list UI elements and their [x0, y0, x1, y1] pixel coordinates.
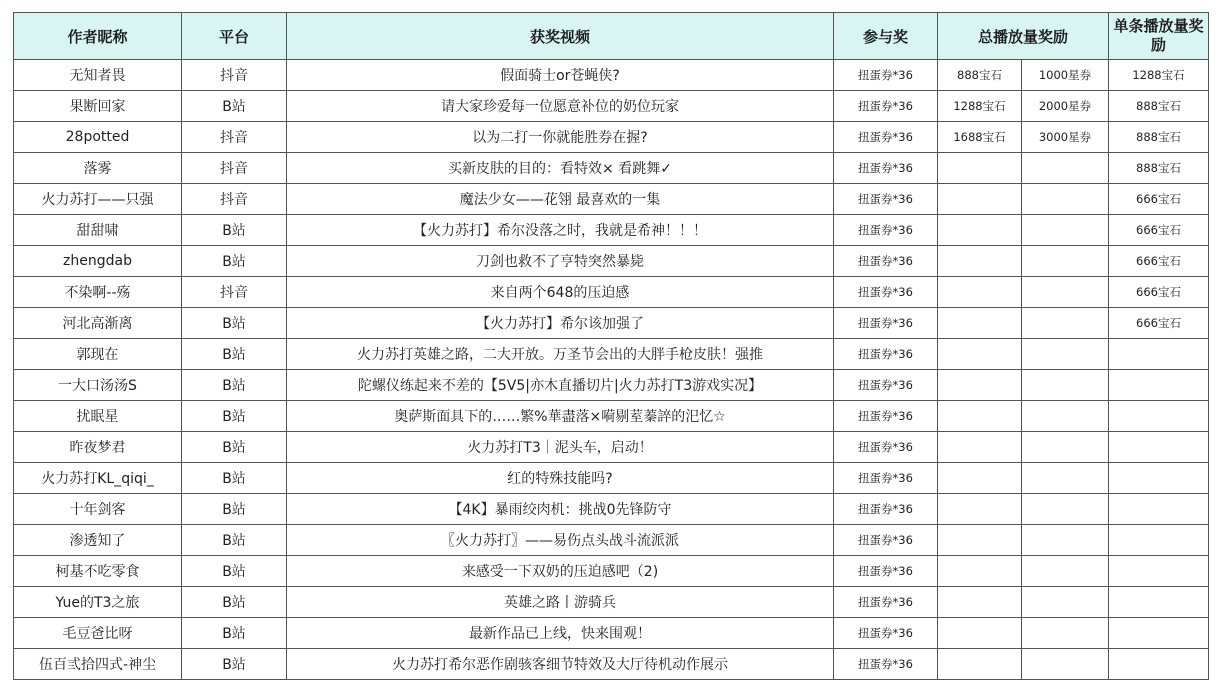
cell-author: 伍百弎拾四式-神尘 — [14, 649, 182, 680]
header-total-play: 总播放量奖励 — [938, 13, 1109, 60]
cell-platform: B站 — [182, 91, 287, 122]
cell-total-gem — [938, 556, 1022, 587]
cell-video: 【火力苏打】希尔没落之时，我就是希神！！！ — [287, 215, 834, 246]
cell-video: 请大家珍爱每一位愿意补位的奶位玩家 — [287, 91, 834, 122]
cell-total-gem — [938, 339, 1022, 370]
cell-platform: 抖音 — [182, 184, 287, 215]
cell-platform: B站 — [182, 618, 287, 649]
cell-author: 河北高渐离 — [14, 308, 182, 339]
cell-author: 郭现在 — [14, 339, 182, 370]
cell-author: 28potted — [14, 122, 182, 153]
cell-video: 奥萨斯面具下的……繁%華盡落×嗬剔荎蓁誶的汜忆☆ — [287, 401, 834, 432]
cell-single-play: 1288宝石 — [1109, 60, 1209, 91]
table-row — [14, 556, 1209, 587]
cell-author: Yue的T3之旅 — [14, 587, 182, 618]
table-row — [14, 215, 1209, 246]
cell-total-star: 1000星券 — [1022, 60, 1109, 91]
cell-total-star — [1022, 432, 1109, 463]
cell-single-play — [1109, 618, 1209, 649]
cell-platform: B站 — [182, 370, 287, 401]
cell-total-gem — [938, 432, 1022, 463]
cell-total-star — [1022, 308, 1109, 339]
table-row — [14, 401, 1209, 432]
award-table — [13, 12, 1209, 680]
cell-video: 魔法少女——花翎 最喜欢的一集 — [287, 184, 834, 215]
cell-video: 以为二打一你就能胜券在握? — [287, 122, 834, 153]
cell-single-play — [1109, 587, 1209, 618]
cell-video: 火力苏打T3｜泥头车，启动！ — [287, 432, 834, 463]
cell-platform: B站 — [182, 215, 287, 246]
cell-author: 不染啊--殇 — [14, 277, 182, 308]
cell-author: zhengdab — [14, 246, 182, 277]
cell-video: 来自两个648的压迫感 — [287, 277, 834, 308]
table-row — [14, 339, 1209, 370]
table-row — [14, 587, 1209, 618]
cell-single-play: 666宝石 — [1109, 246, 1209, 277]
cell-total-gem — [938, 587, 1022, 618]
cell-video: 火力苏打希尔恶作剧骇客细节特效及大厅待机动作展示 — [287, 649, 834, 680]
cell-video: 英雄之路丨游骑兵 — [287, 587, 834, 618]
cell-platform: B站 — [182, 649, 287, 680]
cell-single-play — [1109, 370, 1209, 401]
cell-single-play — [1109, 525, 1209, 556]
cell-platform: B站 — [182, 246, 287, 277]
cell-single-play: 888宝石 — [1109, 153, 1209, 184]
cell-total-gem — [938, 277, 1022, 308]
cell-single-play: 888宝石 — [1109, 91, 1209, 122]
cell-total-star — [1022, 401, 1109, 432]
cell-participation: 扭蛋券*36 — [834, 618, 938, 649]
cell-video: 【4K】暴雨绞肉机：挑战0先锋防守 — [287, 494, 834, 525]
cell-total-gem — [938, 525, 1022, 556]
table-row — [14, 122, 1209, 153]
cell-platform: B站 — [182, 432, 287, 463]
cell-platform: 抖音 — [182, 277, 287, 308]
cell-total-star: 3000星券 — [1022, 122, 1109, 153]
cell-total-gem — [938, 153, 1022, 184]
cell-platform: 抖音 — [182, 60, 287, 91]
cell-video: 火力苏打英雄之路，二大开放。万圣节会出的大胖手枪皮肤！强推 — [287, 339, 834, 370]
cell-total-star — [1022, 246, 1109, 277]
cell-platform: B站 — [182, 308, 287, 339]
cell-total-star — [1022, 215, 1109, 246]
cell-total-star — [1022, 494, 1109, 525]
cell-author: 扰眠星 — [14, 401, 182, 432]
cell-platform: B站 — [182, 587, 287, 618]
cell-total-star — [1022, 463, 1109, 494]
cell-participation: 扭蛋券*36 — [834, 153, 938, 184]
cell-video: 买新皮肤的目的：看特效× 看跳舞✓ — [287, 153, 834, 184]
cell-author: 毛豆爸比呀 — [14, 618, 182, 649]
cell-participation: 扭蛋券*36 — [834, 370, 938, 401]
cell-total-star — [1022, 277, 1109, 308]
cell-total-star — [1022, 618, 1109, 649]
cell-total-gem: 1288宝石 — [938, 91, 1022, 122]
table-row — [14, 246, 1209, 277]
cell-single-play — [1109, 401, 1209, 432]
cell-single-play — [1109, 649, 1209, 680]
cell-total-star — [1022, 556, 1109, 587]
cell-total-star — [1022, 525, 1109, 556]
cell-total-star — [1022, 370, 1109, 401]
cell-single-play: 888宝石 — [1109, 122, 1209, 153]
header-platform: 平台 — [182, 13, 287, 60]
cell-total-gem — [938, 370, 1022, 401]
cell-participation: 扭蛋券*36 — [834, 91, 938, 122]
cell-participation: 扭蛋券*36 — [834, 556, 938, 587]
cell-total-star — [1022, 339, 1109, 370]
cell-total-star: 2000星券 — [1022, 91, 1109, 122]
cell-participation: 扭蛋券*36 — [834, 525, 938, 556]
cell-total-gem: 1688宝石 — [938, 122, 1022, 153]
cell-participation: 扭蛋券*36 — [834, 184, 938, 215]
cell-total-star — [1022, 587, 1109, 618]
cell-total-gem: 888宝石 — [938, 60, 1022, 91]
cell-platform: B站 — [182, 463, 287, 494]
cell-author: 柯基不吃零食 — [14, 556, 182, 587]
cell-single-play: 666宝石 — [1109, 184, 1209, 215]
cell-participation: 扭蛋券*36 — [834, 587, 938, 618]
cell-single-play — [1109, 463, 1209, 494]
cell-total-gem — [938, 618, 1022, 649]
table-row — [14, 618, 1209, 649]
cell-author: 果断回家 — [14, 91, 182, 122]
cell-author: 十年剑客 — [14, 494, 182, 525]
cell-total-star — [1022, 649, 1109, 680]
table-row — [14, 308, 1209, 339]
table-row — [14, 60, 1209, 91]
table-row — [14, 91, 1209, 122]
cell-platform: 抖音 — [182, 122, 287, 153]
cell-single-play — [1109, 556, 1209, 587]
cell-total-gem — [938, 184, 1022, 215]
cell-platform: B站 — [182, 556, 287, 587]
cell-participation: 扭蛋券*36 — [834, 463, 938, 494]
award-table-container — [13, 12, 1209, 680]
cell-video: 红的特殊技能吗? — [287, 463, 834, 494]
cell-author: 渗透知了 — [14, 525, 182, 556]
header-participation: 参与奖 — [834, 13, 938, 60]
cell-single-play — [1109, 339, 1209, 370]
cell-author: 无知者畏 — [14, 60, 182, 91]
cell-platform: B站 — [182, 339, 287, 370]
table-row — [14, 432, 1209, 463]
cell-participation: 扭蛋券*36 — [834, 60, 938, 91]
cell-single-play: 666宝石 — [1109, 277, 1209, 308]
cell-platform: B站 — [182, 494, 287, 525]
cell-single-play — [1109, 494, 1209, 525]
table-row — [14, 184, 1209, 215]
cell-total-gem — [938, 401, 1022, 432]
cell-author: 火力苏打——只强 — [14, 184, 182, 215]
cell-video: 【火力苏打】希尔该加强了 — [287, 308, 834, 339]
cell-participation: 扭蛋券*36 — [834, 649, 938, 680]
cell-author: 火力苏打KL_qiqi_ — [14, 463, 182, 494]
cell-participation: 扭蛋券*36 — [834, 494, 938, 525]
cell-participation: 扭蛋券*36 — [834, 122, 938, 153]
header-single-play: 单条播放量奖励 — [1109, 13, 1209, 60]
table-header-row — [14, 13, 1209, 60]
cell-total-gem — [938, 246, 1022, 277]
table-row — [14, 494, 1209, 525]
cell-author: 甜甜啸 — [14, 215, 182, 246]
cell-participation: 扭蛋券*36 — [834, 277, 938, 308]
cell-video: 来感受一下双奶的压迫感吧（2) — [287, 556, 834, 587]
cell-platform: B站 — [182, 525, 287, 556]
table-row — [14, 370, 1209, 401]
cell-participation: 扭蛋券*36 — [834, 215, 938, 246]
cell-total-gem — [938, 463, 1022, 494]
cell-video: 〖火力苏打〗——易伤点头战斗流派派 — [287, 525, 834, 556]
cell-single-play: 666宝石 — [1109, 308, 1209, 339]
cell-total-star — [1022, 153, 1109, 184]
cell-platform: B站 — [182, 401, 287, 432]
cell-video: 陀螺仪练起来不差的【5V5|亦木直播切片|火力苏打T3游戏实况】 — [287, 370, 834, 401]
cell-participation: 扭蛋券*36 — [834, 308, 938, 339]
cell-author: 昨夜梦君 — [14, 432, 182, 463]
table-row — [14, 153, 1209, 184]
cell-author: 一大口汤汤S — [14, 370, 182, 401]
cell-single-play — [1109, 432, 1209, 463]
table-body — [14, 60, 1209, 680]
cell-participation: 扭蛋券*36 — [834, 339, 938, 370]
cell-total-gem — [938, 649, 1022, 680]
cell-total-gem — [938, 215, 1022, 246]
cell-video: 最新作品已上线，快来围观！ — [287, 618, 834, 649]
table-row — [14, 277, 1209, 308]
table-row — [14, 525, 1209, 556]
cell-author: 落雾 — [14, 153, 182, 184]
header-author: 作者昵称 — [14, 13, 182, 60]
table-row — [14, 463, 1209, 494]
cell-total-star — [1022, 184, 1109, 215]
cell-platform: 抖音 — [182, 153, 287, 184]
cell-participation: 扭蛋券*36 — [834, 246, 938, 277]
cell-video: 假面骑士or苍蝇侠? — [287, 60, 834, 91]
table-row — [14, 649, 1209, 680]
cell-video: 刀剑也救不了亨特突然暴毙 — [287, 246, 834, 277]
header-video: 获奖视频 — [287, 13, 834, 60]
cell-total-gem — [938, 494, 1022, 525]
cell-total-gem — [938, 308, 1022, 339]
cell-participation: 扭蛋券*36 — [834, 401, 938, 432]
cell-participation: 扭蛋券*36 — [834, 432, 938, 463]
cell-single-play: 666宝石 — [1109, 215, 1209, 246]
